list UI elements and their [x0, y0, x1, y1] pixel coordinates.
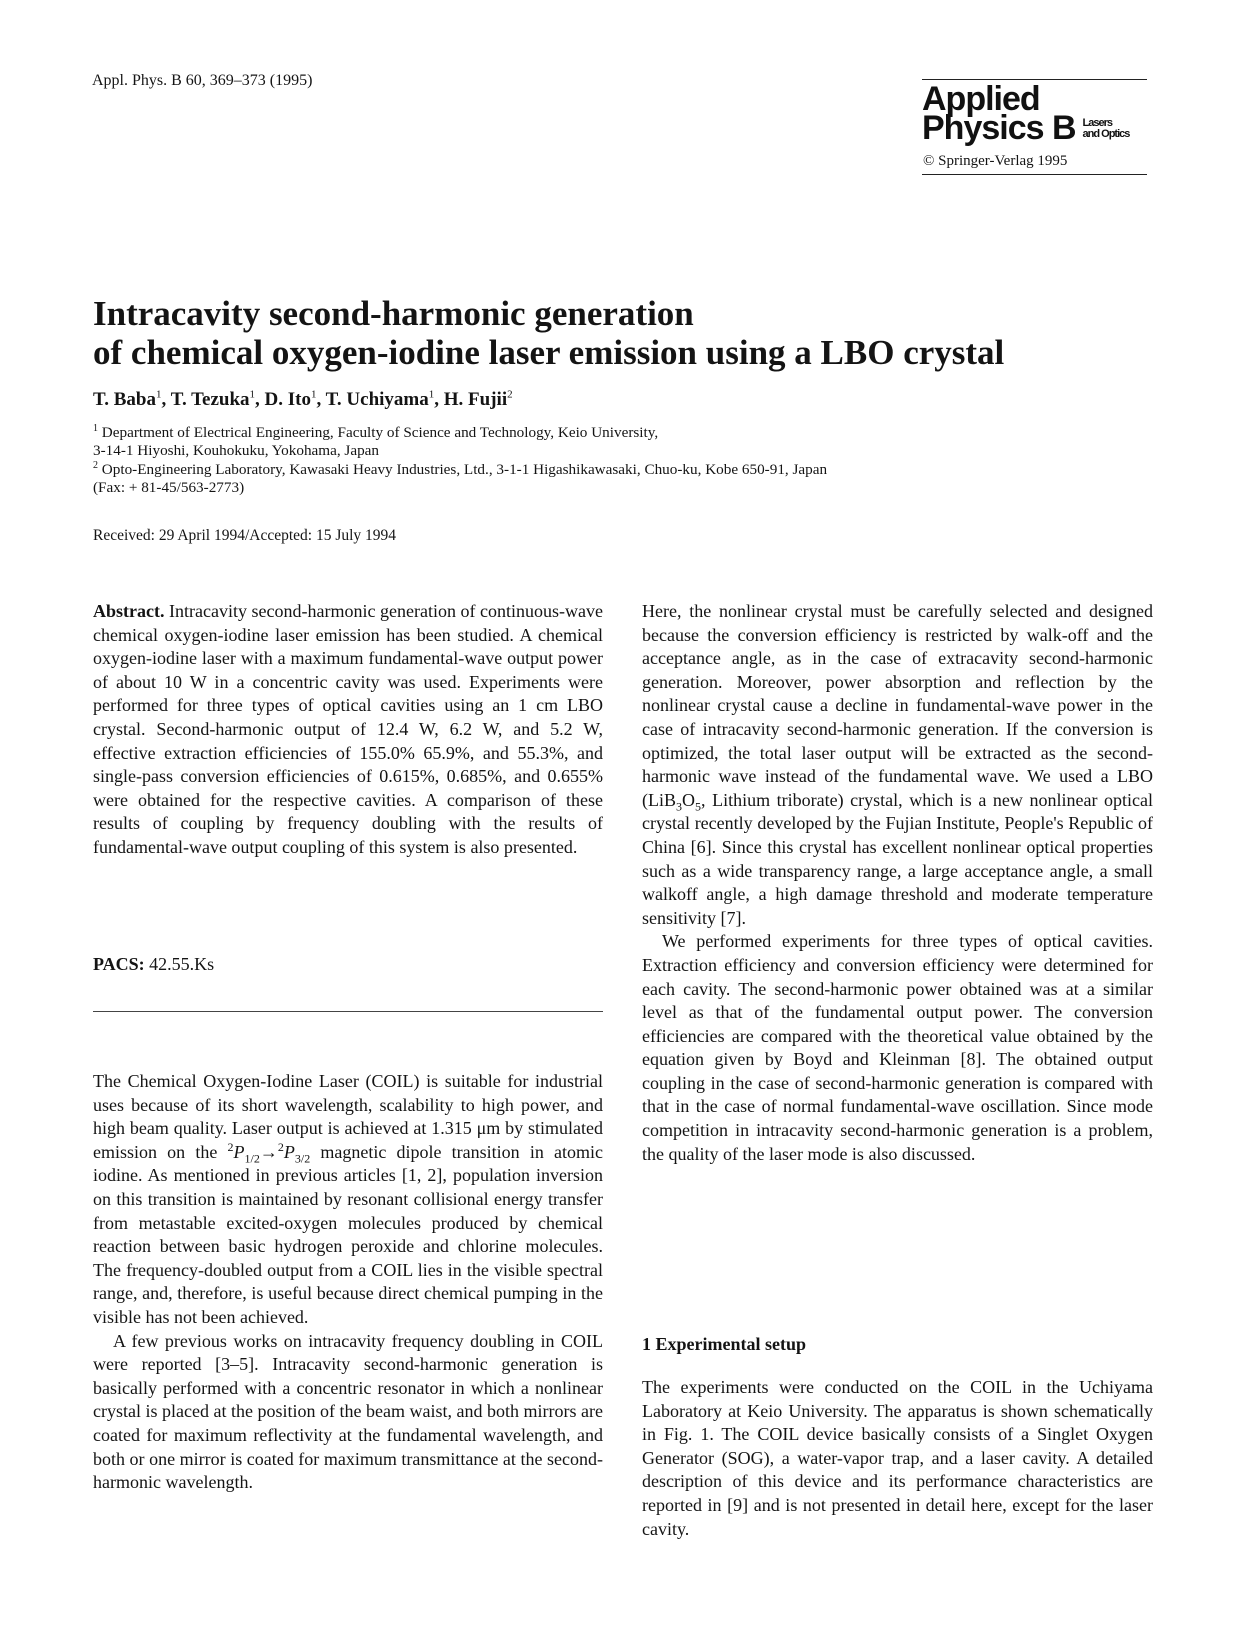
affiliation-text: Opto-Engineering Laboratory, Kawasaki Heavy Industries, Ltd., 3-1-1 Higashikawasaki, Chuo-ku, Kobe 650-91, Japan — [101, 460, 828, 478]
author-name: T. Uchiyama — [325, 389, 429, 410]
journal-name-line1: Applied — [922, 80, 1040, 118]
author-separator: , — [316, 389, 326, 410]
author-affiliation-mark: 2 — [507, 388, 513, 401]
journal-subtitle-line2: and Optics — [1082, 128, 1130, 140]
affiliation-number: 2 — [93, 459, 98, 471]
introduction-right-column — [642, 600, 1153, 1166]
abstract-label: Abstract. — [93, 601, 165, 621]
logo-bottom-rule — [922, 174, 1147, 175]
intro-paragraph-4: We performed experiments for three types of optical cavities. Extraction efficiency and conversion efficiency were determined for each cavity. The second-harmonic power obtained was at a similar level as that of the fundamental output power. The conversion efficiencies are compared with the theoretical value obtained by the equation given by Boyd and Kleinman [8]. The obtained output coupling in the case of second-harmonic generation is compared with that in the case of normal fundamental-wave oscillation. Since mode competition in intracavity second-harmonic generation is a problem, the quality of the laser mode is also discussed. — [642, 931, 1153, 1164]
paper-title-line1: Intracavity second-harmonic generation — [93, 294, 694, 333]
intro-text: magnetic dipole transition in atomic iodine. As mentioned in previous articles [1, 2], population inversion on this transition is maintained by resonant collisional energy transfer from metastable excited-oxygen molecules produced by chemical reaction between basic hydrogen peroxide and chlorine molecules. The frequency-doubled output from a COIL lies in the visible spectral range, and, therefore, is useful because direct chemical pumping in the visible has not been achieved. — [93, 1141, 603, 1327]
intro-text: Here, the nonlinear crystal must be carefully selected and designed because the conversion efficiency is restricted by walk-off and the acceptance angle, as in the case of extracavity second-harmonic generation. Moreover, power absorption and reflection by the nonlinear crystal cause a decline in fundamental-wave power in the case of intracavity second-harmonic generation. If the conversion is optimized, the total laser output will be extracted as the second-harmonic wave instead of the fundamental wave. We used a LBO (LiB — [642, 601, 1153, 810]
introduction-left-column — [93, 1070, 603, 1495]
term-symbol: P — [283, 1141, 295, 1162]
author-separator: , — [161, 389, 171, 410]
author-affiliation-mark: 1 — [311, 388, 317, 401]
term-subscript: 1/2 — [244, 1151, 260, 1166]
author-name: T. Tezuka — [170, 389, 250, 410]
affiliation-text: Department of Electrical Engineering, Faculty of Science and Technology, Keio University, — [101, 424, 659, 441]
affiliation-2-fax: (Fax: + 81-45/563-2773) — [93, 478, 245, 496]
pacs-value: 42.55.Ks — [149, 954, 215, 974]
paper-title — [93, 294, 1153, 372]
affiliation-1 — [93, 424, 1153, 442]
pacs-code — [93, 954, 214, 975]
formula-subscript: 5 — [695, 799, 701, 814]
journal-subtitle — [1083, 118, 1130, 140]
journal-citation: Appl. Phys. B 60, 369–373 (1995) — [92, 72, 313, 89]
author-affiliation-mark: 1 — [156, 388, 162, 401]
author-name: D. Ito — [264, 389, 311, 410]
term-symbol: P — [233, 1141, 245, 1162]
journal-subtitle-line1: Lasers — [1082, 117, 1113, 129]
journal-name — [922, 80, 1147, 147]
abstract — [93, 600, 603, 860]
affiliation-1-address: 3-14-1 Hiyoshi, Kouhokuku, Yokohama, Japan — [93, 442, 380, 460]
author-separator: , — [255, 389, 265, 410]
author-list — [93, 389, 513, 411]
term-subscript: 3/2 — [294, 1151, 311, 1166]
received-dates: Received: 29 April 1994/Accepted: 15 July 1994 — [93, 527, 397, 544]
term-superscript: 2 — [227, 1139, 234, 1154]
journal-logo — [922, 79, 1147, 175]
author-name: H. Fujii — [443, 389, 508, 410]
author-affiliation-mark: 1 — [249, 388, 256, 401]
paper-title-line2: of chemical oxygen-iodine laser emission using a LBO crystal — [93, 333, 1005, 372]
pacs-label: PACS: — [93, 954, 145, 974]
formula-subscript: 3 — [676, 799, 682, 814]
experimental-setup-text — [642, 1376, 1153, 1541]
author-affiliation-mark: 1 — [428, 388, 435, 401]
journal-name-line2: Physics B — [922, 109, 1076, 147]
section-heading: 1 Experimental setup — [642, 1334, 806, 1354]
abstract-divider — [93, 1011, 603, 1012]
transition-arrow: → — [259, 1141, 278, 1162]
intro-text: , Lithium triborate) crystal, which is a new nonlinear optical crystal recently developed by the Fujian Institute, People's Republic of China [6]. Since this crystal has excellent nonlinear optical properties such as a wide transparency range, a large acceptance angle, a small walkoff angle, a high damage threshold and moderate temperature sensitivity [7]. — [642, 789, 1153, 928]
author-separator: , — [434, 389, 444, 410]
intro-paragraph-2: A few previous works on intracavity frequency doubling in COIL were reported [3–5]. Intracavity second-harmonic generation is basically performed with a concentric resonator in which a nonlinear crystal is placed at the position of the beam waist, and both mirrors are coated for maximum reflectivity at the fundamental wavelength, and both or one mirror is coated for maximum transmittance at the second-harmonic wavelength. — [93, 1330, 603, 1493]
intro-text: The Chemical Oxygen-Iodine Laser (COIL) is suitable for industrial uses because of its short wavelength, scalability to high power, and high beam quality. Laser output is achieved at 1.315 μm by stimulated emission on the — [93, 1071, 603, 1162]
copyright-notice: © Springer-Verlag 1995 — [923, 153, 1068, 169]
term-superscript: 2 — [277, 1139, 284, 1154]
journal-name-line2-row — [922, 109, 1147, 147]
affiliation-number: 1 — [93, 422, 98, 434]
intro-paragraph-3 — [642, 600, 1153, 930]
section-paragraph: The experiments were conducted on the COIL in the Uchiyama Laboratory at Keio University. The apparatus is shown schematically in Fig. 1. The COIL device basically consists of a Singlet Oxygen Generator (SOG), a water-vapor trap, and a laser cavity. A detailed description of this device and its performance characteristics are reported in [9] and is not presented in detail here, except for the laser cavity. — [642, 1377, 1153, 1539]
author-name: T. Baba — [93, 389, 157, 410]
abstract-text: Intracavity second-harmonic generation of continuous-wave chemical oxygen-iodine laser emission has been studied. A chemical oxygen-iodine laser with a maximum fundamental-wave output power of about 10 W in a concentric cavity was used. Experiments were performed for three types of optical cavities using an 1 cm LBO crystal. Second-harmonic output of 12.4 W, 6.2 W, and 5.2 W, effective extraction efficiencies of 155.0% 65.9%, and 55.3%, and single-pass conversion efficiencies of 0.615%, 0.685%, and 0.655% were obtained for the respective cavities. A comparison of these results of coupling by frequency doubling with the results of fundamental-wave output coupling of this system is also presented. — [93, 601, 604, 857]
intro-paragraph-1 — [93, 1070, 603, 1330]
formula-element: O — [682, 789, 695, 810]
affiliations — [93, 424, 1153, 497]
affiliation-2 — [93, 461, 1153, 479]
